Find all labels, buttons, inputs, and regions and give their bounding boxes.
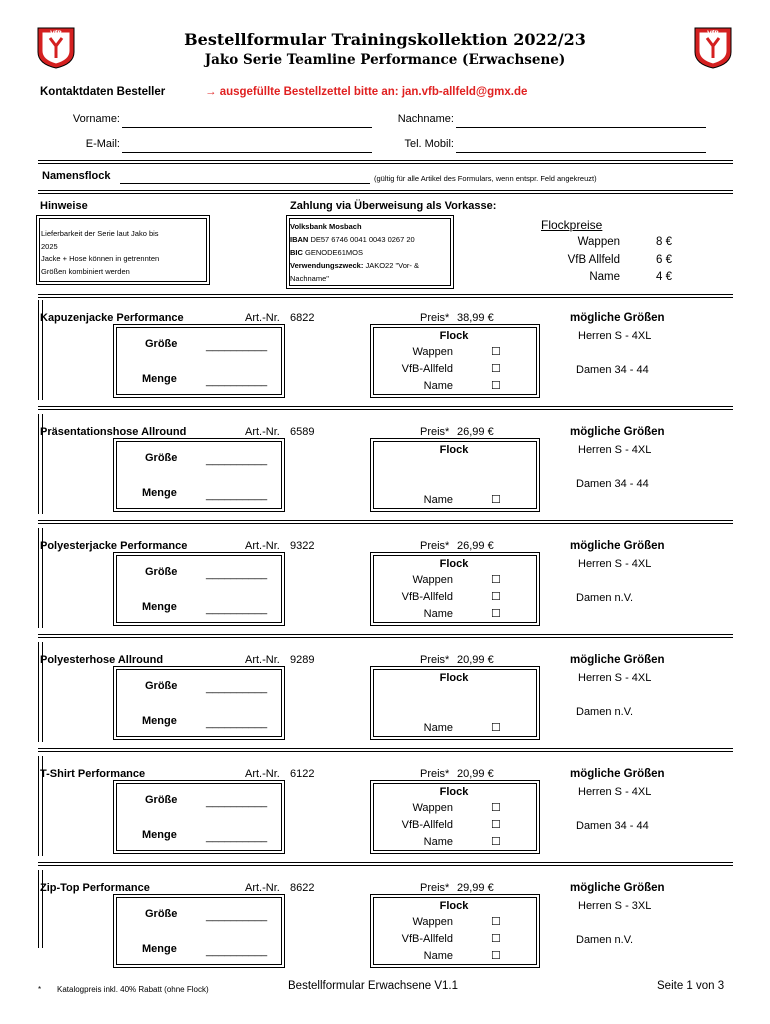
possible-sizes-label: mögliche Größen — [570, 654, 665, 666]
flock-label: Flock — [439, 330, 469, 342]
possible-sizes-label: mögliche Größen — [570, 426, 665, 438]
flock-name-checkbox[interactable]: ☐ — [491, 380, 501, 392]
quantity-label: Menge — [142, 943, 177, 955]
possible-sizes-label: mögliche Größen — [570, 768, 665, 780]
flock-label: Flock — [439, 672, 469, 684]
flock-name-checkbox[interactable]: ☐ — [491, 494, 501, 506]
product-name: Polyesterhose Allround — [40, 654, 164, 666]
footer-form-name: Bestellformular Erwachsene V1.1 — [288, 980, 459, 992]
size-label: Größe — [145, 566, 178, 578]
hinweis-line: Jacke + Hose können in getrennten — [41, 254, 160, 263]
separator — [38, 634, 733, 638]
product-name: Präsentationshose Allround — [40, 426, 187, 438]
svg-text:VfB: VfB — [50, 30, 62, 37]
separator — [38, 406, 733, 410]
sizes-damen: Damen 34 - 44 — [576, 364, 649, 376]
tel-field[interactable] — [456, 152, 706, 153]
size-field[interactable]: __________ — [206, 796, 268, 808]
flock-option-vfb-allfeld: VfB-Allfeld — [401, 591, 453, 603]
flock-label: Flock — [439, 900, 469, 912]
quantity-field[interactable]: __________ — [206, 945, 268, 957]
possible-sizes-label: mögliche Größen — [570, 882, 665, 894]
flockpreis-name: Wappen — [577, 236, 620, 248]
price-label: Preis* — [420, 540, 450, 552]
sizes-herren: Herren S - 4XL — [578, 672, 652, 684]
flock-vfb-allfeld-checkbox[interactable]: ☐ — [491, 591, 501, 603]
flock-option-name: Name — [423, 722, 453, 734]
flock-label: Flock — [439, 786, 469, 798]
size-field[interactable]: __________ — [206, 682, 268, 694]
art-nr-value: 6822 — [290, 312, 315, 324]
flock-label: Flock — [439, 558, 469, 570]
size-field[interactable]: __________ — [206, 340, 268, 352]
vorname-label: Vorname: — [72, 113, 120, 125]
sizes-herren: Herren S - 4XL — [578, 330, 652, 342]
separator — [38, 520, 733, 524]
flock-option-name: Name — [423, 380, 453, 392]
art-nr-value: 6589 — [290, 426, 315, 438]
bic-value: GENODE61MOS — [305, 248, 363, 257]
bank-name: Volksbank Mosbach — [290, 222, 362, 231]
size-label: Größe — [145, 680, 178, 692]
flockpreis-price: 4 € — [656, 271, 672, 283]
flock-vfb-allfeld-checkbox[interactable]: ☐ — [491, 933, 501, 945]
flock-name-checkbox[interactable]: ☐ — [491, 836, 501, 848]
separator — [38, 862, 733, 866]
flockpreis-price: 8 € — [656, 236, 672, 248]
sizes-damen: Damen 34 - 44 — [576, 820, 649, 832]
sizes-herren: Herren S - 4XL — [578, 558, 652, 570]
email-instruction: → ausgefüllte Bestellzettel bitte an: jan.vfb-allfeld@gmx.de — [205, 86, 528, 98]
sizes-damen: Damen n.V. — [576, 592, 634, 604]
size-label: Größe — [145, 338, 178, 350]
price-label: Preis* — [420, 768, 450, 780]
sizes-damen: Damen n.V. — [576, 706, 634, 718]
vorname-field[interactable] — [122, 127, 372, 128]
size-label: Größe — [145, 452, 178, 464]
flock-option-vfb-allfeld: VfB-Allfeld — [401, 363, 453, 375]
size-label: Größe — [145, 794, 178, 806]
art-nr-label: Art.-Nr. — [245, 654, 280, 666]
tel-label: Tel. Mobil: — [404, 138, 454, 150]
quantity-label: Menge — [142, 715, 177, 727]
art-nr-label: Art.-Nr. — [245, 312, 280, 324]
purpose-label: Verwendungszweck: — [290, 261, 364, 270]
hinweise-label: Hinweise — [40, 200, 88, 212]
price-label: Preis* — [420, 654, 450, 666]
flock-option-name: Name — [423, 494, 453, 506]
email-label: E-Mail: — [85, 138, 120, 150]
sizes-herren: Herren S - 4XL — [578, 786, 652, 798]
separator — [38, 160, 733, 164]
separator — [38, 294, 733, 298]
quantity-label: Menge — [142, 829, 177, 841]
flock-name-checkbox[interactable]: ☐ — [491, 608, 501, 620]
price-value: 20,99 € — [457, 654, 494, 666]
namensflock-field[interactable] — [120, 183, 370, 184]
possible-sizes-label: mögliche Größen — [570, 312, 665, 324]
flock-option-vfb-allfeld: VfB-Allfeld — [401, 819, 453, 831]
footer-page: Seite 1 von 3 — [657, 980, 725, 992]
contact-section-label: Kontaktdaten Besteller — [40, 86, 166, 98]
quantity-field[interactable]: __________ — [206, 717, 268, 729]
flock-option-wappen: Wappen — [412, 346, 453, 358]
price-value: 38,99 € — [457, 312, 494, 324]
hinweis-line: Lieferbarkeit der Serie laut Jako bis — [41, 229, 159, 238]
email-field[interactable] — [122, 152, 372, 153]
flock-option-name: Name — [423, 608, 453, 620]
payment-box — [286, 215, 454, 289]
art-nr-value: 6122 — [290, 768, 315, 780]
form-subtitle: Jako Serie Teamline Performance (Erwachsene) — [204, 52, 566, 68]
price-value: 29,99 € — [457, 882, 494, 894]
art-nr-label: Art.-Nr. — [245, 768, 280, 780]
sizes-damen: Damen n.V. — [576, 934, 634, 946]
flock-vfb-allfeld-checkbox[interactable]: ☐ — [491, 819, 501, 831]
product-name: Kapuzenjacke Performance — [40, 312, 184, 324]
flock-option-name: Name — [423, 950, 453, 962]
flock-option-vfb-allfeld: VfB-Allfeld — [401, 933, 453, 945]
namensflock-note: (gültig für alle Artikel des Formulars, wenn entspr. Feld angekreuzt) — [374, 174, 597, 183]
product-name: Polyesterjacke Performance — [40, 540, 188, 552]
svg-text:VfB: VfB — [707, 30, 719, 37]
quantity-label: Menge — [142, 373, 177, 385]
footer-note: Katalogpreis inkl. 40% Rabatt (ohne Flock) — [57, 985, 209, 994]
sizes-herren: Herren S - 4XL — [578, 444, 652, 456]
art-nr-value: 9289 — [290, 654, 315, 666]
footer-bullet: * — [38, 985, 42, 994]
flock-wappen-checkbox[interactable]: ☐ — [491, 916, 501, 928]
iban-value: DE57 6746 0041 0043 0267 20 — [310, 235, 415, 244]
price-value: 26,99 € — [457, 426, 494, 438]
flock-option-wappen: Wappen — [412, 916, 453, 928]
purpose-value: JAKO22 "Vor- & — [365, 261, 419, 270]
art-nr-value: 9322 — [290, 540, 315, 552]
quantity-field[interactable]: __________ — [206, 831, 268, 843]
flock-vfb-allfeld-checkbox[interactable]: ☐ — [491, 363, 501, 375]
art-nr-label: Art.-Nr. — [245, 540, 280, 552]
flock-option-name: Name — [423, 836, 453, 848]
quantity-label: Menge — [142, 601, 177, 613]
size-field[interactable]: __________ — [206, 454, 268, 466]
size-field[interactable]: __________ — [206, 568, 268, 580]
flock-wappen-checkbox[interactable]: ☐ — [491, 574, 501, 586]
size-label: Größe — [145, 908, 178, 920]
flock-wappen-checkbox[interactable]: ☐ — [491, 346, 501, 358]
flockpreise-label: Flockpreise — [541, 218, 603, 232]
namensflock-label: Namensflock — [42, 170, 111, 182]
form-title: Bestellformular Trainingskollektion 2022/23 — [184, 30, 586, 49]
price-value: 20,99 € — [457, 768, 494, 780]
price-value: 26,99 € — [457, 540, 494, 552]
hinweis-line: 2025 — [41, 241, 58, 251]
separator — [38, 748, 733, 752]
price-label: Preis* — [420, 426, 450, 438]
flock-label: Flock — [439, 444, 469, 456]
art-nr-label: Art.-Nr. — [245, 882, 280, 894]
payment-label: Zahlung via Überweisung als Vorkasse: — [290, 200, 497, 212]
flock-option-wappen: Wappen — [412, 802, 453, 814]
hinweis-line: Größen kombiniert werden — [41, 266, 130, 276]
flockpreis-name: VfB Allfeld — [567, 254, 620, 266]
quantity-field[interactable]: __________ — [206, 603, 268, 615]
hinweise-box — [36, 215, 210, 285]
quantity-field[interactable]: __________ — [206, 375, 268, 387]
price-label: Preis* — [420, 882, 450, 894]
flock-name-checkbox[interactable]: ☐ — [491, 950, 501, 962]
iban-label: IBAN — [290, 235, 309, 244]
art-nr-label: Art.-Nr. — [245, 426, 280, 438]
quantity-label: Menge — [142, 487, 177, 499]
flock-wappen-checkbox[interactable]: ☐ — [491, 802, 501, 814]
size-field[interactable]: __________ — [206, 910, 268, 922]
quantity-field[interactable]: __________ — [206, 489, 268, 501]
art-nr-value: 8622 — [290, 882, 315, 894]
flockpreis-name: Name — [589, 271, 620, 283]
price-label: Preis* — [420, 312, 450, 324]
bic-label: BIC — [290, 248, 303, 257]
nachname-label: Nachname: — [397, 113, 454, 125]
separator — [38, 190, 733, 194]
sizes-damen: Damen 34 - 44 — [576, 478, 649, 490]
sizes-herren: Herren S - 3XL — [578, 900, 652, 912]
flock-option-wappen: Wappen — [412, 574, 453, 586]
nachname-field[interactable] — [456, 127, 706, 128]
product-name: Zip-Top Performance — [40, 882, 150, 894]
flock-name-checkbox[interactable]: ☐ — [491, 722, 501, 734]
flockpreis-price: 6 € — [656, 254, 672, 266]
purpose-value-2: Nachname" — [290, 274, 329, 283]
product-name: T-Shirt Performance — [40, 768, 146, 780]
possible-sizes-label: mögliche Größen — [570, 540, 665, 552]
